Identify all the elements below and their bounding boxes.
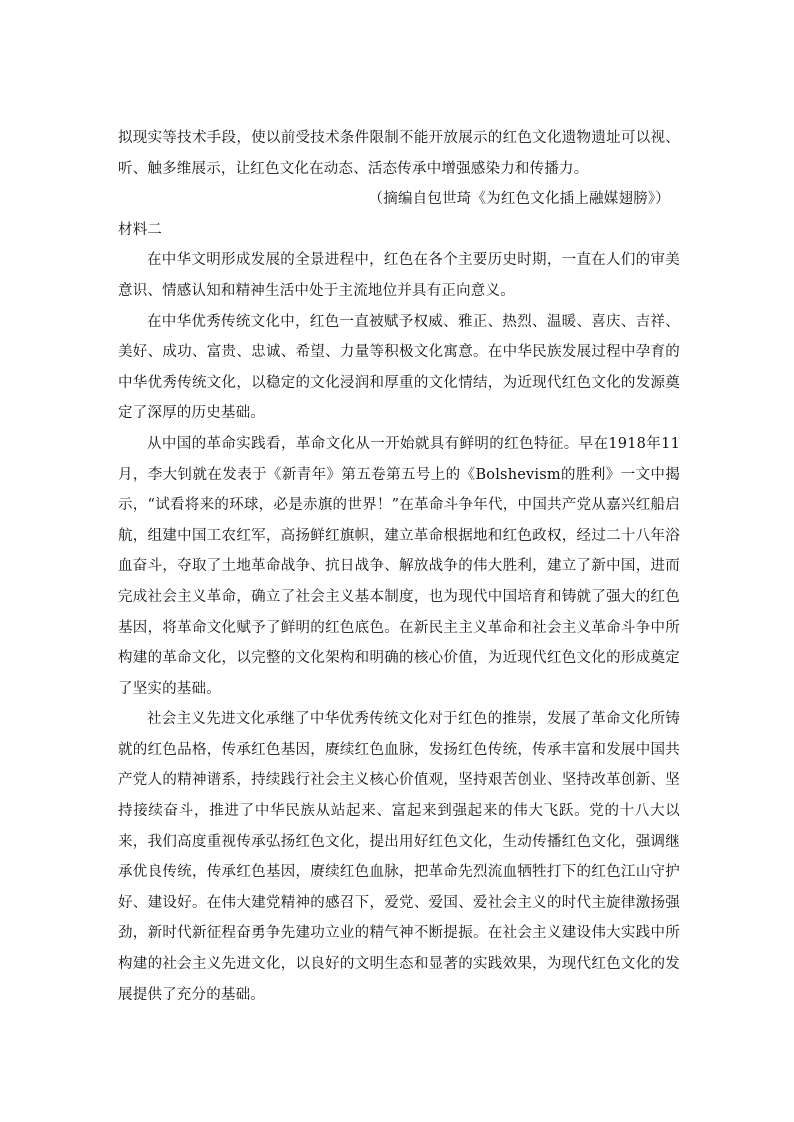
document-page bbox=[118, 123, 680, 1010]
body-paragraph-2: 在中华优秀传统文化中，红色一直被赋予权威、雅正、热烈、温暖、喜庆、吉祥、美好、成功、富贵、忠诚、希望、力量等积极文化寓意。在中华民族发展过程中孕育的中华优秀传统文化，以稳定的文化浸润和厚重的文化情结，为近现代红色文化的发源奠定了深厚的历史基础。 bbox=[118, 313, 680, 422]
body-paragraph-1: 在中华文明形成发展的全景进程中，红色在各个主要历史时期，一直在人们的审美意识、情感认知和精神生活中处于主流地位并具有正向意义。 bbox=[118, 252, 680, 299]
body-paragraph-3: 从中国的革命实践看，革命文化从一开始就具有鲜明的红色特征。早在1918年11月，李大钊就在发表于《新青年》第五卷第五号上的《Bolshevism的胜利》一文中揭示，“试看将来的环球，必是赤旗的世界！”在革命斗争年代，中国共产党从嘉兴红船启航，组建中国工农红军，高扬鲜红旗帜，建立革命根据地和红色政权，经过二十八年浴血奋斗，夺取了土地革命战争、抗日战争、解放战争的伟大胜利，建立了新中国，进而完成社会主义革命，确立了社会主义基本制度，也为现代中国培育和铸就了强大的红色基因，将革命文化赋予了鲜明的红色底色。在新民主主义革命和社会主义革命斗争中所构建的革命文化，以完整的文化架构和明确的核心价值，为近现代红色文化的形成奠定了坚实的基础。 bbox=[118, 435, 680, 697]
intro-paragraph: 拟现实等技术手段，使以前受技术条件限制不能开放展示的红色文化遗物遗址可以视、听、触多维展示，让红色文化在动态、活态传承中增强感染力和传播力。 bbox=[118, 130, 680, 177]
body-paragraph-4: 社会主义先进文化承继了中华优秀传统文化对于红色的推崇，发展了革命文化所铸就的红色品格，传承红色基因，赓续红色血脉，发扬红色传统，传承丰富和发展中国共产党人的精神谱系，持续践行社会主义核心价值观，坚持艰苦创业、坚持改革创新、坚持接续奋斗，推进了中华民族从站起来、富起来到强起来的伟大飞跃。党的十八大以来，我们高度重视传承弘扬红色文化，提出用好红色文化，生动传播红色文化，强调继承优良传统，传承红色基因，赓续红色血脉，把革命先烈流血牺牲打下的红色江山守护好、建设好。在伟大建党精神的感召下，爱党、爱国、爱社会主义的时代主旋律激扬强劲，新时代新征程奋勇争先建功立业的精气神不断提振。在社会主义建设伟大实践中所构建的社会主义先进文化，以良好的文明生态和显著的实践效果，为现代红色文化的发展提供了充分的基础。 bbox=[118, 711, 680, 1003]
source-citation: （摘编自包世琦《为红色文化插上融媒翅膀》） bbox=[368, 191, 670, 208]
section-heading: 材料二 bbox=[118, 221, 163, 238]
